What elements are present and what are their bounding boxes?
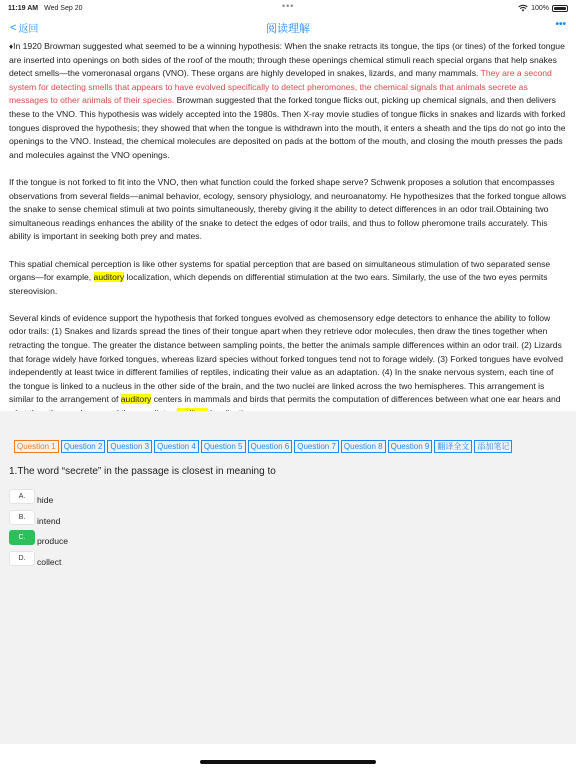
option-text: hide: [37, 495, 54, 505]
back-label: 返回: [18, 24, 39, 35]
tab-question-1[interactable]: Question 1: [14, 440, 59, 453]
tab-question-9[interactable]: Question 9: [388, 440, 433, 453]
option-letter: D.: [9, 551, 35, 566]
option-letter-selected: C.: [9, 530, 35, 545]
status-bar: [0, 0, 576, 16]
tab-question-8[interactable]: Question 8: [341, 440, 386, 453]
p1-text-b: Browman suggested that the forked tongue flicks out, picking up chemical signals, and then delivers these to the VNO. This hypothesis was widely accepted into the 1980s. Then X-ray movie studies of tongue flicks in snakes and lizards with forked tongues disproved the hypothesis; they showed that when the tongue is withdrawn into the mouth, it enters a sheath and the tips do not go into the openings to the VNO. Instead, the chemical molecules are deposited on pads at the bottom of the mouth, and closing the mouth presses the pads and molecules against the VNO openings.: [9, 95, 566, 160]
question-panel: [0, 411, 576, 744]
p4-text-a: Several kinds of evidence support the hypothesis that forked tongues evolved as chemosensory edge detectors to enhance the ability to follow odor trails: (1) Snakes and lizards spread the tines of their tongue apart when they retrieve odor molecules, then draw the tines together when retracting the tongue. The greater the distance between sampling points, the better the animals sample differences within an odor trail. (2) Lizards that forage widely have forked tongues, whereas lizard species without forked tongues tend not to forage widely. (3) Forked tongues have evolved independently at least twice in different families of reptiles, indicating their value as an adaptation. (4) In the snake nervous system, each tine of the tongue is linked to a nucleus in the other side of the brain, and the two nuclei are linked across the two hemispheres. This arrangement is similar to the arrangement of: [9, 312, 563, 405]
p3-highlighted-word: auditory: [93, 272, 125, 283]
add-note-button[interactable]: 添加笔记: [474, 440, 512, 453]
status-time: 11:19 AM: [8, 4, 39, 12]
passage-paragraph-4: [9, 312, 567, 421]
tab-question-3[interactable]: Question 3: [107, 440, 152, 453]
option-letter: B.: [9, 510, 35, 525]
question-tabs: [14, 440, 512, 453]
option-letter: A.: [9, 489, 35, 504]
battery-icon: [552, 5, 568, 12]
more-icon[interactable]: •••: [555, 19, 566, 30]
option-a[interactable]: [9, 489, 53, 505]
question-prompt: 1.The word “secrete” in the passage is closest in meaning to: [9, 466, 276, 477]
bottom-bar: [0, 744, 576, 768]
status-right: [518, 4, 568, 12]
status-date: Wed Sep 20: [44, 4, 83, 12]
p3-text-a: This spatial chemical perception is like other systems for spatial perception that are based on simultaneous stimulation of two separated sense organs—for example,: [9, 258, 551, 283]
option-text: intend: [37, 516, 61, 526]
translate-full-text-button[interactable]: 翻译全文: [434, 440, 472, 453]
p1-text-a: In 1920 Browman suggested what seemed to be a winning hypothesis: When the snake retracts its tongue, the tips (or tines) of the forked tongue are inserted into openings on both sides of the roof of the mouth; through these openings chemical stimuli reach special organs that help snakes detect smells—the vomeronasal organs (VNO). These organs are highly developed in snakes, lizards, and many mammals.: [9, 41, 565, 79]
bullet-icon: ♦: [9, 42, 14, 51]
tab-question-5[interactable]: Question 5: [201, 440, 246, 453]
home-indicator[interactable]: [200, 760, 376, 764]
option-text: collect: [37, 557, 62, 567]
multitasking-dots[interactable]: •••: [282, 1, 295, 11]
passage-paragraph-1: [9, 40, 567, 162]
wifi-icon: [518, 4, 528, 12]
option-c[interactable]: [9, 530, 68, 546]
battery-percent: 100%: [531, 4, 549, 12]
option-text: produce: [37, 536, 69, 546]
chevron-left-icon: <: [10, 21, 17, 34]
p4-highlighted-word-1: auditory: [120, 394, 152, 405]
passage-paragraph-2: If the tongue is not forked to fit into the VNO, then what function could the forked shape serve? Schwenk proposes a solution that encompasses observations from several fields—animal behavior, ecology, sensory physiology, and neuroanatomy. He hypothesizes that the forked tongue allows the snake to sense chemical stimuli at two points simultaneously, thereby giving it the ability to detect differences in an odor trail.Obtaining two simultaneous readings enhances the ability of the snake to detect the edges of odor trails, and thus to follow pheromone trails accurately. This ability is important in seeking both prey and mates.: [9, 176, 566, 242]
tab-question-6[interactable]: Question 6: [248, 440, 293, 453]
p3-text-b: localization, which depends on differential stimulation at the two ears. Similarly, the use of the two eyes permits stereovision.: [9, 272, 548, 296]
passage-panel[interactable]: [0, 38, 576, 411]
page-title: 阅读理解: [266, 23, 310, 35]
option-d[interactable]: [9, 551, 61, 567]
tab-question-7[interactable]: Question 7: [294, 440, 339, 453]
option-b[interactable]: [9, 510, 60, 526]
tab-question-4[interactable]: Question 4: [154, 440, 199, 453]
status-left: [8, 5, 83, 12]
p4-text-b: centers in mammals and birds that permits the computation of differences between what one ear hears and: [153, 394, 561, 405]
passage-paragraph-3: [9, 258, 567, 299]
nav-bar: [0, 16, 576, 38]
p1-highlighted-sentence: They are a second system for detecting smells that appears to have evolved specifically to detect pheromones, the chemical signals that animals secrete as messages to other animals of their species.: [9, 68, 552, 106]
tab-question-2[interactable]: Question 2: [61, 440, 106, 453]
